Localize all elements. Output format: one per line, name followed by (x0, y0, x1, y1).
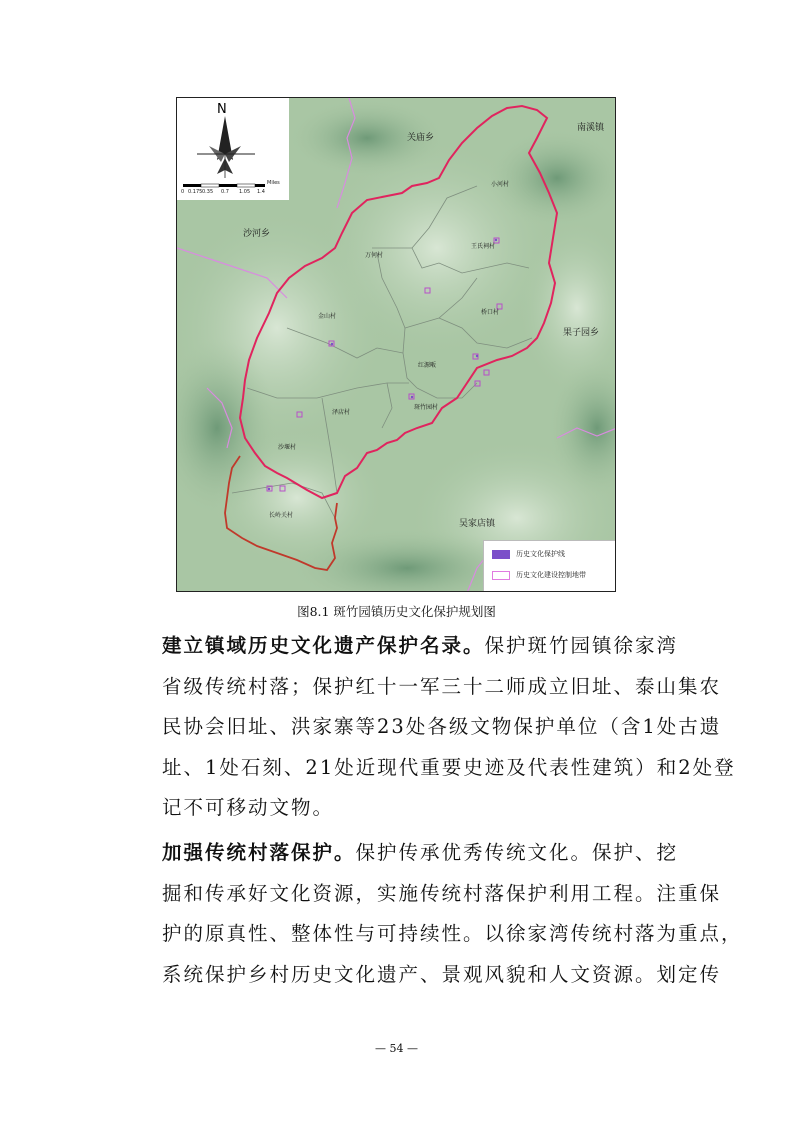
town-label: 果子园乡 (563, 328, 600, 338)
village-label: 金山村 (318, 313, 337, 320)
town-label: 南溪镇 (577, 123, 605, 133)
village-label: 红源畈 (418, 362, 437, 369)
paragraph-line: 建立镇域历史文化遗产保护名录。保护斑竹园镇徐家湾 (162, 634, 679, 657)
village-label: 泽店村 (332, 409, 351, 416)
town-label: 关庙乡 (407, 133, 435, 143)
scale-tick: 1.05 (239, 189, 251, 195)
village-label: 斑竹园村 (414, 404, 439, 411)
village-label: 小河村 (491, 181, 510, 188)
legend-item-control-zone: 历史文化建设控制地带 (492, 570, 586, 580)
village-label: 沙堰村 (278, 444, 297, 451)
paragraph-line: 加强传统村落保护。保护传承优秀传统文化。保护、挖 (162, 841, 679, 864)
scale-tick: 0.175 (188, 189, 203, 195)
page-number: — 54 — (375, 1042, 418, 1055)
compass-scale-box (177, 98, 289, 200)
scale-tick: 0 (181, 189, 185, 195)
map-legend (483, 540, 616, 592)
village-label: 长岭关村 (269, 512, 294, 519)
town-label: 沙河乡 (243, 229, 271, 239)
village-label: 王氏祠村 (471, 243, 496, 250)
paragraph-heritage-list (162, 626, 736, 829)
paragraph-line: 记不可移动文物。 (162, 796, 335, 819)
paragraph-line: 址、1处石刻、21处近现代重要史迹及代表性建筑）和2处登 (162, 755, 736, 779)
legend-swatch-purple (492, 550, 510, 559)
paragraph-line: 护的原真性、整体性与可持续性。以徐家湾传统村落为重点， (162, 922, 743, 945)
paragraph-line: 省级传统村落；保护红十一军三十二师成立旧址、泰山集农 (162, 674, 722, 698)
scale-unit: Miles (267, 180, 280, 186)
paragraph-line: 掘和传承好文化资源，实施传统村落保护利用工程。注重保 (162, 881, 722, 905)
paragraph-line: 系统保护乡村历史文化遗产、景观风貌和人文资源。划定传 (162, 962, 722, 986)
north-label: N (217, 102, 227, 117)
village-label: 万何村 (365, 252, 384, 259)
legend-item-protection-line: 历史文化保护线 (492, 549, 565, 559)
scale-tick: 1.4 (257, 189, 265, 195)
planning-map (176, 97, 616, 592)
scale-tick: 0.7 (221, 189, 229, 195)
scale-tick: 0.35 (202, 189, 214, 195)
paragraph-lead: 加强传统村落保护。 (162, 841, 356, 864)
paragraph-village-protection (162, 833, 743, 995)
legend-swatch-pink-outline (492, 571, 510, 580)
figure-caption: 图8.1 斑竹园镇历史文化保护规划图 (297, 604, 496, 619)
paragraph-line: 民协会旧址、洪家寨等23处各级文物保护单位（含1处古遗 (162, 715, 722, 738)
town-label: 吴家店镇 (459, 519, 496, 529)
village-label: 桥口村 (481, 309, 500, 316)
paragraph-lead: 建立镇域历史文化遗产保护名录。 (162, 634, 485, 657)
